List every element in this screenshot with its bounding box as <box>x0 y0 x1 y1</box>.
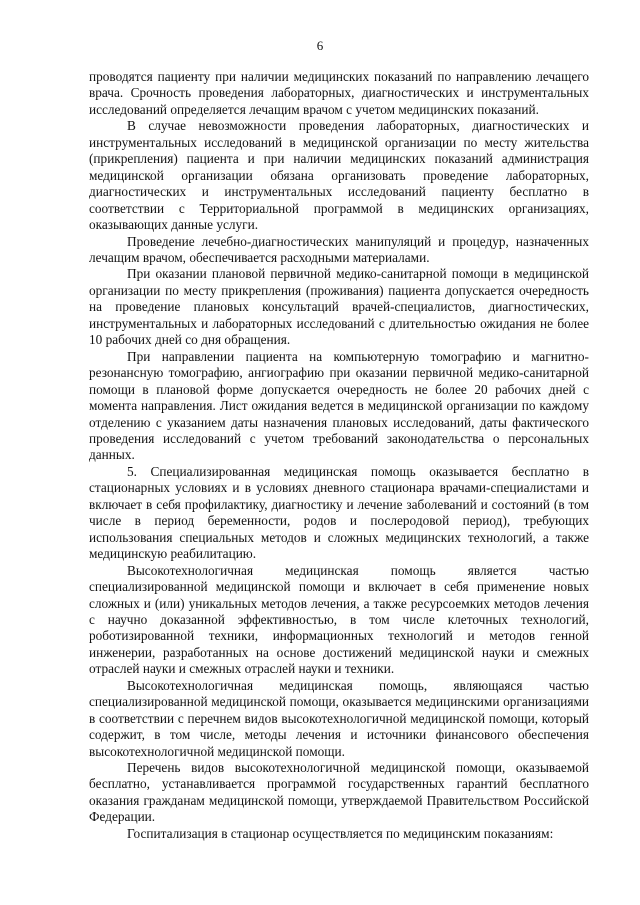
paragraph-9: Перечень видов высокотехнологичной медицинской помощи, оказываемой бесплатно, устанавливается программой государственных гарантий бесплатного оказания гражданам медицинской помощи, утверждаемой Правительством Российской Федерации. <box>89 760 589 825</box>
paragraph-1: проводятся пациенту при наличии медицинских показаний по направлению лечащего врача. Срочность проведения лабораторных, диагностических и инструментальных исследований определяется лечащим врачом с учетом медицинских показаний. <box>89 69 589 117</box>
paragraph-3: Проведение лечебно-диагностических манипуляций и процедур, назначенных лечащим врачом, обеспечивается расходными материалами. <box>89 233 589 265</box>
paragraph-8: Высокотехнологичная медицинская помощь, являющаяся частью специализированной медицинской помощи, оказывается медицинскими организациями в соответствии с перечнем видов высокотехнологичной медицинской помощи, который содержит, в том числе, методы лечения и источники финансового обеспечения высокотехнологичной медицинской помощи. <box>89 677 589 759</box>
paragraph-6: 5. Специализированная медицинская помощь оказывается бесплатно в стационарных условиях и в условиях дневного стационара врачами-специалистами и включает в себя профилактику, диагностику и лечение заболеваний и состояний (в том числе в период беременности, родов и послеродовой период), требующих использования специальных методов и сложных медицинских технологий, а также медицинскую реабилитацию. <box>89 463 589 562</box>
paragraph-2: В случае невозможности проведения лабораторных, диагностических и инструментальных исследований в медицинской организации по месту жительства (прикрепления) пациента и при наличии медицинских показаний администрация медицинской организации обязана организовать проведение лабораторных, диагностических и инструментальных исследований пациенту бесплатно в соответствии с Территориальной программой в медицинских организациях, оказывающих данные услуги. <box>89 118 589 233</box>
paragraph-10: Госпитализация в стационар осуществляется по медицинским показаниям: <box>127 825 554 841</box>
page-number: 6 <box>316 38 324 53</box>
paragraph-7: Высокотехнологичная медицинская помощь является частью специализированной медицинской помощи и включает в себя применение новых сложных и (или) уникальных методов лечения, а также ресурсоемких методов лечения с научно доказанной эффективностью, в том числе клеточных технологий, роботизированной техники, информационных технологий и методов генной инженерии, разработанных на основе достижений медицинской науки и смежных отраслей науки и смежных отраслей науки и техники. <box>89 562 589 677</box>
paragraph-4: При оказании плановой первичной медико-санитарной помощи в медицинской организации по месту прикрепления (проживания) пациента допускается очередность на проведение плановых консультаций врачей-специалистов, диагностических, инструментальных и лабораторных исследований с длительностью ожидания не более 10 рабочих дней со дня обращения. <box>89 266 589 348</box>
document-body <box>89 69 589 842</box>
paragraph-5: При направлении пациента на компьютерную томографию и магнитно-резонансную томографию, ангиографию при оказании первичной медико-санитарной помощи в плановой форме допускается очередность не более 20 рабочих дней с момента направления. Лист ожидания ведется в медицинской организации по каждому отделению с указанием даты назначения плановых исследований, даты фактического проведения исследований с учетом требований законодательства о персональных данных. <box>89 348 589 463</box>
